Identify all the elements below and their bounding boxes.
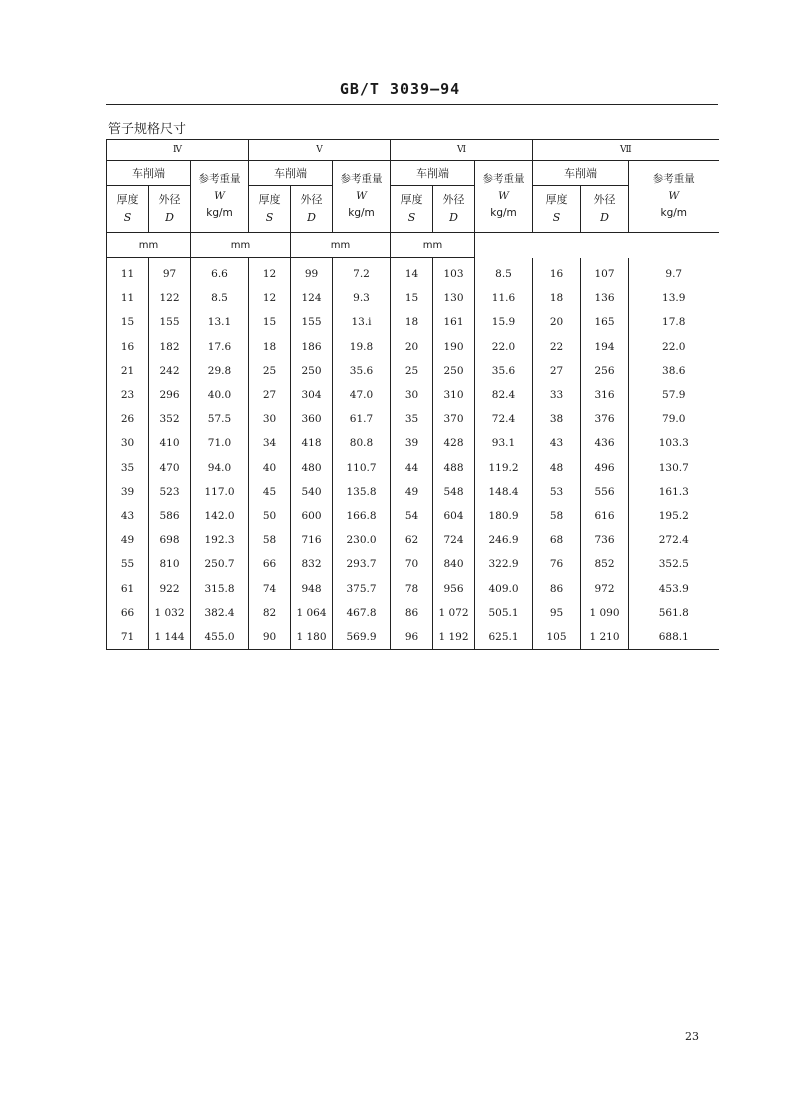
table-row [107,359,719,383]
header-rule [106,104,718,105]
table-cell: 322.9 [475,552,533,576]
thickness-symbol: S [552,211,561,224]
table-cell: 47.0 [333,383,391,407]
table-cell: 72.4 [475,407,533,431]
table-cell: 22.0 [629,335,719,359]
thickness-header [391,186,433,233]
table-cell: 455.0 [191,625,249,650]
table-cell: 922 [149,576,191,600]
table-cell: 12 [249,286,291,310]
table-cell: 586 [149,504,191,528]
table-cell: 30 [391,383,433,407]
table-cell: 76 [533,552,581,576]
table-cell: 561.8 [629,601,719,625]
table-cell: 523 [149,480,191,504]
thickness-label: 厚度 [400,193,423,206]
table-cell: 19.8 [333,335,391,359]
table-cell: 61 [107,576,149,600]
table-cell: 17.6 [191,335,249,359]
table-cell: 16 [533,258,581,287]
table-cell: 7.2 [333,258,391,287]
table-cell: 410 [149,431,191,455]
weight-symbol: W [214,190,225,202]
table-cell: 736 [581,528,629,552]
table-row [107,456,719,480]
unit-mm-header: mm [291,233,391,258]
table-cell: 161.3 [629,480,719,504]
weight-label: 参考重量 [198,173,241,185]
table-cell: 1 210 [581,625,629,650]
table-cell: 724 [433,528,475,552]
cut-end-header: 车削端 [249,161,333,186]
table-cell: 71 [107,625,149,650]
table-row [107,576,719,600]
table-cell: 360 [291,407,333,431]
table-cell: 38 [533,407,581,431]
table-cell: 315.8 [191,576,249,600]
table-cell: 18 [391,310,433,334]
table-cell: 296 [149,383,191,407]
table-cell: 13.9 [629,286,719,310]
table-cell: 250.7 [191,552,249,576]
table-cell: 50 [249,504,291,528]
table-cell: 40 [249,456,291,480]
table-cell: 250 [291,359,333,383]
table-cell: 94.0 [191,456,249,480]
table-cell: 130.7 [629,456,719,480]
cut-end-header: 车削端 [107,161,191,186]
table-cell: 57.9 [629,383,719,407]
table-cell: 698 [149,528,191,552]
table-cell: 569.9 [333,625,391,650]
table-cell: 119.2 [475,456,533,480]
table-cell: 45 [249,480,291,504]
od-label: 外径 [442,193,465,206]
table-cell: 186 [291,335,333,359]
page-number: 23 [685,1030,699,1043]
table-cell: 370 [433,407,475,431]
weight-unit: kg/m [490,207,517,219]
table-cell: 96 [391,625,433,650]
table-cell: 70 [391,552,433,576]
table-cell: 242 [149,359,191,383]
table-cell: 180.9 [475,504,533,528]
table-row [107,431,719,455]
table-cell: 58 [249,528,291,552]
table-cell: 190 [433,335,475,359]
table-cell: 55 [107,552,149,576]
od-symbol: D [307,211,316,224]
table-cell: 54 [391,504,433,528]
table-cell: 948 [291,576,333,600]
table-cell: 18 [249,335,291,359]
table-cell: 6.6 [191,258,249,287]
table-cell: 110.7 [333,456,391,480]
table-cell: 616 [581,504,629,528]
table-cell: 409.0 [475,576,533,600]
table-row [107,286,719,310]
unit-mm-header: mm [391,233,475,258]
table-cell: 79.0 [629,407,719,431]
weight-header [629,161,719,233]
table-cell: 62 [391,528,433,552]
table-cell: 25 [249,359,291,383]
table-cell: 39 [107,480,149,504]
weight-unit: kg/m [348,207,375,219]
table-cell: 376 [581,407,629,431]
od-symbol: D [600,211,609,224]
table-cell: 12 [249,258,291,287]
table-cell: 29.8 [191,359,249,383]
table-cell: 9.3 [333,286,391,310]
cut-end-header: 车削端 [391,161,475,186]
table-cell: 78 [391,576,433,600]
table-cell: 11 [107,286,149,310]
od-header [291,186,333,233]
table-cell: 155 [291,310,333,334]
table-row [107,504,719,528]
table-cell: 82 [249,601,291,625]
weight-label: 参考重量 [482,173,525,185]
table-cell: 1 072 [433,601,475,625]
table-cell: 49 [107,528,149,552]
table-cell: 93.1 [475,431,533,455]
table-cell: 18 [533,286,581,310]
table-row [107,258,719,287]
table-cell: 34 [249,431,291,455]
unit-mm-header: mm [191,233,291,258]
table-cell: 15.9 [475,310,533,334]
table-cell: 161 [433,310,475,334]
table-cell: 27 [533,359,581,383]
table-cell: 375.7 [333,576,391,600]
table-cell: 256 [581,359,629,383]
table-cell: 272.4 [629,528,719,552]
table-cell: 35 [107,456,149,480]
table-cell: 20 [533,310,581,334]
thickness-symbol: S [123,211,132,224]
table-cell: 97 [149,258,191,287]
table-cell: 9.7 [629,258,719,287]
table-cell: 71.0 [191,431,249,455]
table-cell: 310 [433,383,475,407]
thickness-label: 厚度 [545,193,568,206]
table-cell: 488 [433,456,475,480]
table-row [107,601,719,625]
table-cell: 35.6 [333,359,391,383]
table-cell: 39 [391,431,433,455]
thickness-header [249,186,291,233]
table-cell: 293.7 [333,552,391,576]
od-label: 外径 [300,193,323,206]
table-cell: 135.8 [333,480,391,504]
table-cell: 86 [391,601,433,625]
table-cell: 95 [533,601,581,625]
weight-header [475,161,533,233]
table-cell: 352.5 [629,552,719,576]
table-cell: 1 180 [291,625,333,650]
table-cell: 35 [391,407,433,431]
table-cell: 480 [291,456,333,480]
table-cell: 26 [107,407,149,431]
table-cell: 956 [433,576,475,600]
table-cell: 22 [533,335,581,359]
table-row [107,335,719,359]
thickness-symbol: S [265,211,274,224]
od-header [149,186,191,233]
table-cell: 604 [433,504,475,528]
table-cell: 53 [533,480,581,504]
od-symbol: D [165,211,174,224]
weight-unit: kg/m [206,207,233,219]
table-cell: 17.8 [629,310,719,334]
table-cell: 86 [533,576,581,600]
table-cell: 99 [291,258,333,287]
cut-end-header: 车削端 [533,161,629,186]
table-cell: 8.5 [191,286,249,310]
table-cell: 852 [581,552,629,576]
table-cell: 43 [533,431,581,455]
table-cell: 1 144 [149,625,191,650]
table-cell: 246.9 [475,528,533,552]
table-cell: 467.8 [333,601,391,625]
table-cell: 810 [149,552,191,576]
table-cell: 1 032 [149,601,191,625]
table-cell: 130 [433,286,475,310]
table-cell: 23 [107,383,149,407]
group-header: Ⅵ [391,140,533,161]
table-cell: 496 [581,456,629,480]
table-cell: 1 192 [433,625,475,650]
table-cell: 66 [107,601,149,625]
table-cell: 1 090 [581,601,629,625]
table-cell: 25 [391,359,433,383]
weight-symbol: W [356,190,367,202]
table-cell: 556 [581,480,629,504]
od-symbol: D [449,211,458,224]
table-cell: 27 [249,383,291,407]
table-cell: 625.1 [475,625,533,650]
weight-unit: kg/m [660,207,687,219]
table-cell: 832 [291,552,333,576]
weight-label: 参考重量 [652,173,695,185]
table-cell: 540 [291,480,333,504]
table-cell: 14 [391,258,433,287]
thickness-label: 厚度 [258,193,281,206]
table-cell: 192.3 [191,528,249,552]
weight-symbol: W [668,190,680,202]
table-cell: 194 [581,335,629,359]
table-row [107,407,719,431]
thickness-symbol: S [407,211,416,224]
table-cell: 44 [391,456,433,480]
table-cell: 16 [107,335,149,359]
table-cell: 21 [107,359,149,383]
weight-header [191,161,249,233]
table-row [107,480,719,504]
document-code: GB/T 3039—94 [339,80,461,98]
table-cell: 13.i [333,310,391,334]
table-cell: 43 [107,504,149,528]
table-cell: 142.0 [191,504,249,528]
table-cell: 136 [581,286,629,310]
table-header [107,140,719,258]
table-cell: 90 [249,625,291,650]
table-cell: 15 [107,310,149,334]
table-cell: 15 [391,286,433,310]
table-row [107,625,719,650]
table-cell: 74 [249,576,291,600]
table-cell: 35.6 [475,359,533,383]
table-row [107,528,719,552]
table-cell: 117.0 [191,480,249,504]
table-cell: 122 [149,286,191,310]
table-cell: 148.4 [475,480,533,504]
table-cell: 40.0 [191,383,249,407]
table-cell: 182 [149,335,191,359]
table-cell: 49 [391,480,433,504]
table-cell: 688.1 [629,625,719,650]
table-cell: 436 [581,431,629,455]
table-body [107,258,719,650]
thickness-header [107,186,149,233]
weight-label: 参考重量 [340,173,383,185]
od-label: 外径 [593,193,616,206]
group-header: Ⅴ [249,140,391,161]
table-cell: 470 [149,456,191,480]
od-header [433,186,475,233]
table-cell: 58 [533,504,581,528]
table-cell: 716 [291,528,333,552]
pipe-spec-table [106,139,719,650]
table-row [107,552,719,576]
table-cell: 80.8 [333,431,391,455]
table-cell: 15 [249,310,291,334]
table-cell: 428 [433,431,475,455]
table-cell: 418 [291,431,333,455]
table-cell: 68 [533,528,581,552]
table-cell: 548 [433,480,475,504]
table-cell: 1 064 [291,601,333,625]
table-cell: 840 [433,552,475,576]
table-cell: 30 [249,407,291,431]
table-cell: 82.4 [475,383,533,407]
weight-header [333,161,391,233]
table-cell: 155 [149,310,191,334]
table-cell: 382.4 [191,601,249,625]
thickness-label: 厚度 [116,193,139,206]
table-cell: 66 [249,552,291,576]
table-cell: 11 [107,258,149,287]
table-cell: 105 [533,625,581,650]
unit-mm-header: mm [107,233,191,258]
thickness-header [533,186,581,233]
table-cell: 165 [581,310,629,334]
table-cell: 13.1 [191,310,249,334]
table-cell: 352 [149,407,191,431]
table-cell: 505.1 [475,601,533,625]
group-header: Ⅳ [107,140,249,161]
group-header: Ⅶ [533,140,719,161]
table-cell: 250 [433,359,475,383]
table-cell: 11.6 [475,286,533,310]
table-cell: 38.6 [629,359,719,383]
table-cell: 20 [391,335,433,359]
table-cell: 57.5 [191,407,249,431]
table-cell: 195.2 [629,504,719,528]
table-cell: 61.7 [333,407,391,431]
table-row [107,310,719,334]
table-cell: 22.0 [475,335,533,359]
table-cell: 166.8 [333,504,391,528]
table-cell: 30 [107,431,149,455]
table-cell: 103.3 [629,431,719,455]
table-cell: 316 [581,383,629,407]
table-cell: 453.9 [629,576,719,600]
table-cell: 230.0 [333,528,391,552]
table-cell: 103 [433,258,475,287]
table-cell: 972 [581,576,629,600]
table-cell: 304 [291,383,333,407]
od-header [581,186,629,233]
table-cell: 8.5 [475,258,533,287]
table-caption: 管子规格尺寸 [108,122,187,137]
table-cell: 124 [291,286,333,310]
od-label: 外径 [158,193,181,206]
weight-symbol: W [498,190,509,202]
table-cell: 48 [533,456,581,480]
table-cell: 107 [581,258,629,287]
table-row [107,383,719,407]
table-cell: 33 [533,383,581,407]
table-cell: 600 [291,504,333,528]
